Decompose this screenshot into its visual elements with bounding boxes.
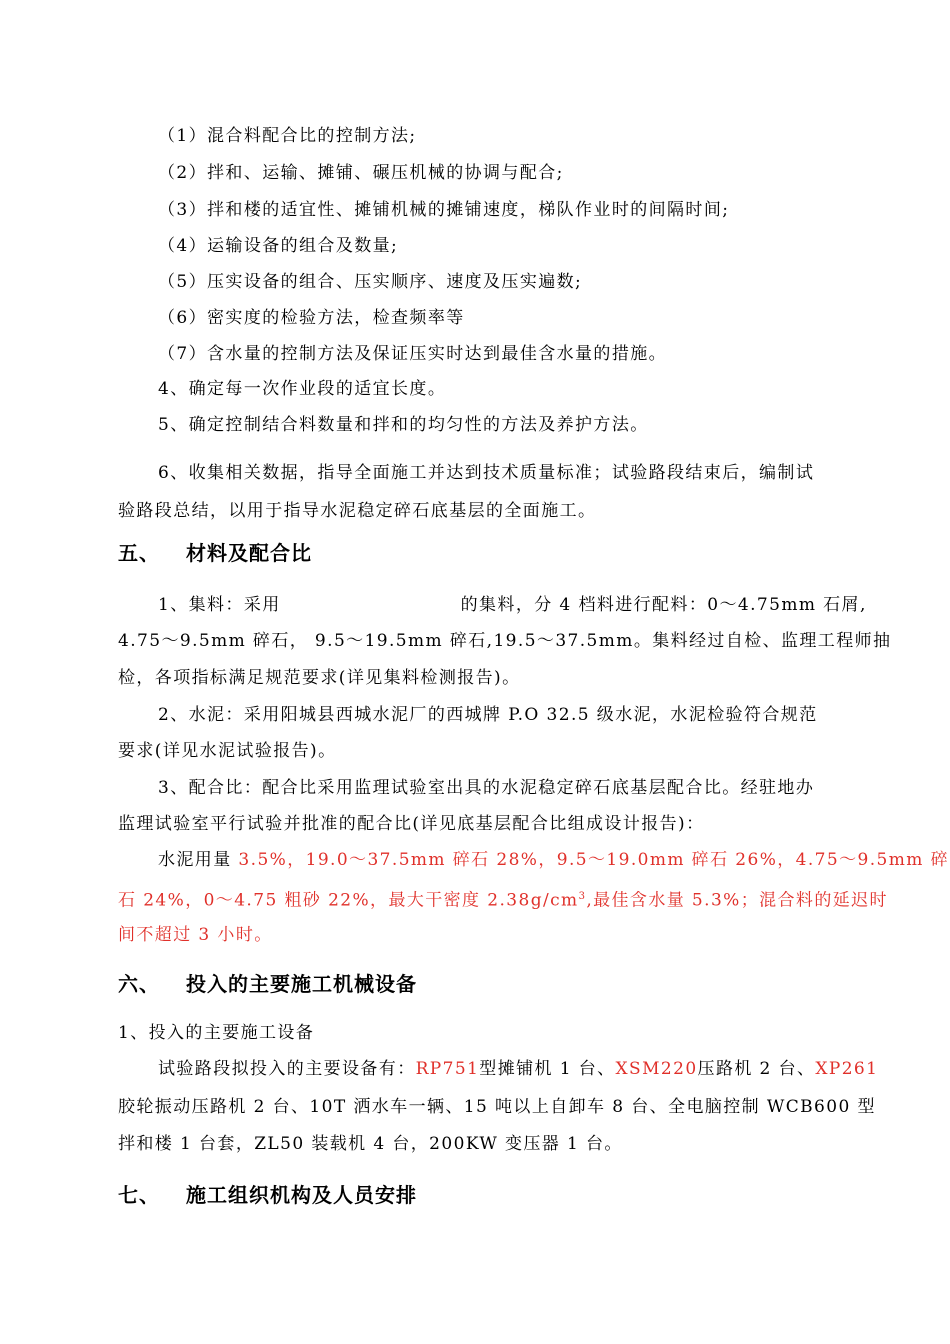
mix-line1: 3、配合比：配合比采用监理试验室出具的水泥稳定碎石底基层配合比。经驻地办 (158, 778, 815, 798)
section-number: 五、 (118, 541, 160, 565)
section-heading-7 (118, 1182, 417, 1208)
section-title: 施工组织机构及人员安排 (186, 1183, 417, 1207)
paragraph-item-6-line2: 验路段总结，以用于指导水泥稳定碎石底基层的全面施工。 (118, 501, 597, 521)
aggregate-line1 (158, 594, 867, 616)
ratio-line3: 间不超过 3 小时。 (118, 925, 273, 945)
section-number: 七、 (118, 1183, 160, 1207)
superscript: 3 (578, 891, 587, 902)
section-number: 六、 (118, 972, 160, 996)
equipment-line3: 拌和楼 1 台套，ZL50 装载机 4 台，200KW 变压器 1 台。 (118, 1134, 623, 1154)
list-item: （7）含水量的控制方法及保证压实时达到最佳含水量的措施。 (158, 344, 668, 364)
paragraph-item-6-line1: 6、收集相关数据，指导全面施工并达到技术质量标准；试验路段结束后，编制试 (158, 463, 815, 483)
ratio-label: 水泥用量 (158, 850, 232, 870)
aggregate-text: 1、集料：采用 (158, 595, 281, 615)
equipment-model: XSM220 (615, 1059, 698, 1079)
ratio-line1 (158, 849, 949, 871)
ratio-values: 石 24%，0～4.75 粗砂 22%，最大干密度 2.38g/cm (118, 890, 579, 911)
section-title: 投入的主要施工机械设备 (186, 972, 417, 996)
cement-line1: 2、水泥：采用阳城县西城水泥厂的西城牌 P.O 32.5 级水泥，水泥检验符合规范 (158, 705, 818, 725)
section-title: 材料及配合比 (186, 541, 312, 565)
list-item: （2）拌和、运输、摊铺、碾压机械的协调与配合; (158, 163, 564, 183)
equipment-text: 压路机 2 台、 (697, 1059, 816, 1079)
aggregate-text: 的集料，分 4 档料进行配料：0～4.75mm 石屑, (460, 595, 867, 615)
paragraph-item-4: 4、确定每一次作业段的适宜长度。 (158, 379, 447, 399)
list-item: （3）拌和楼的适宜性、摊铺机械的摊铺速度，梯队作业时的间隔时间; (158, 200, 730, 220)
section-heading-6 (118, 971, 417, 997)
equipment-line1 (158, 1058, 878, 1080)
ratio-values: ,最佳含水量 5.3%；混合料的延迟时 (586, 890, 888, 911)
cement-line2: 要求(详见水泥试验报告)。 (118, 741, 337, 761)
equipment-model: RP751 (415, 1059, 480, 1079)
mix-line2: 监理试验室平行试验并批准的配合比(详见底基层配合比组成设计报告)： (118, 814, 705, 834)
equipment-model: XP261 (815, 1059, 879, 1079)
equipment-line2: 胶轮振动压路机 2 台、10T 洒水车一辆、15 吨以上自卸车 8 台、全电脑控制 WCB600 型 (118, 1097, 876, 1117)
section-heading-5 (118, 540, 312, 566)
ratio-line2 (118, 886, 888, 912)
ratio-values: 3.5%，19.0～37.5mm 碎石 28%，9.5～19.0mm 碎石 26%，4.75～9.5mm 碎 (238, 850, 949, 870)
equipment-text: 试验路段拟投入的主要设备有： (158, 1059, 416, 1079)
list-item: （5）压实设备的组合、压实顺序、速度及压实遍数; (158, 272, 583, 292)
equipment-subheading: 1、投入的主要施工设备 (118, 1023, 315, 1043)
aggregate-line3: 检，各项指标满足规范要求(详见集料检测报告)。 (118, 668, 521, 688)
aggregate-line2: 4.75～9.5mm 碎石， 9.5～19.5mm 碎石,19.5～37.5mm。集料经过自检、监理工程师抽 (118, 631, 892, 651)
list-item: （4）运输设备的组合及数量; (158, 236, 399, 256)
list-item: （6）密实度的检验方法，检查频率等 (158, 308, 465, 328)
paragraph-item-5: 5、确定控制结合料数量和拌和的均匀性的方法及养护方法。 (158, 415, 649, 435)
list-item: （1）混合料配合比的控制方法; (158, 126, 417, 146)
equipment-text: 型摊铺机 1 台、 (479, 1059, 616, 1079)
